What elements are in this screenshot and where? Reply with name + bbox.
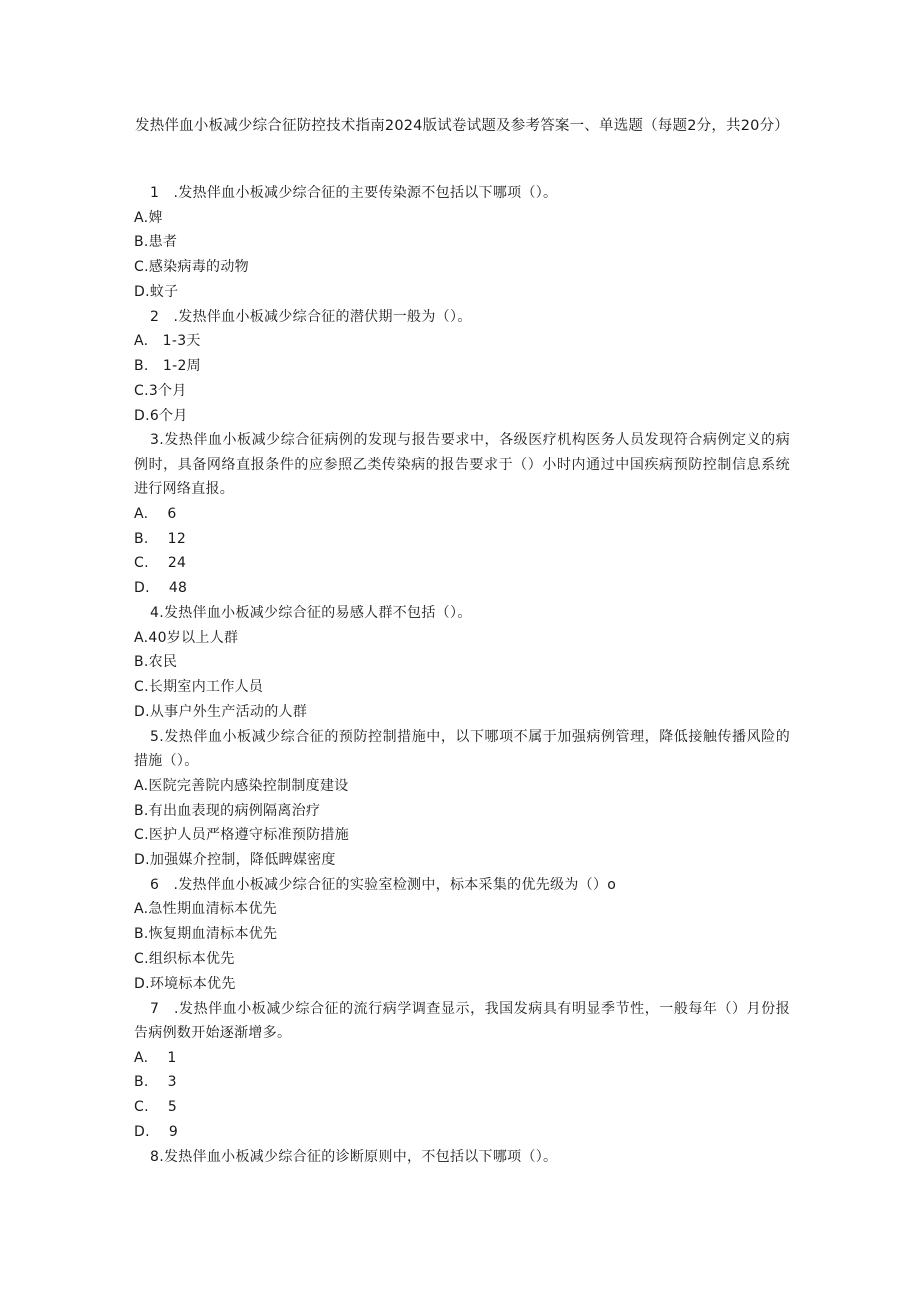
question-5-stem: 5.发热伴血小板减少综合征的预防控制措施中，以下哪项不属于加强病例管理，降低接触传播风险的措施（）。 <box>134 728 790 770</box>
question-2-option-b: B. 1-2周 <box>134 357 201 374</box>
question-2-option-d: D.6个月 <box>134 407 188 424</box>
question-5-option-d: D.加强媒介控制，降低睥媒密度 <box>134 852 336 869</box>
question-4-option-b: B.农民 <box>134 654 178 671</box>
question-5-option-c: C.医护人员严格遵守标准预防措施 <box>134 827 350 844</box>
question-1-option-b: B.患者 <box>134 234 178 251</box>
question-5-option-a: A.医院完善院内感染控制制度建设 <box>134 777 349 794</box>
question-3-option-b: B. 12 <box>134 530 187 547</box>
question-5-option-b: B.有出血表现的病例隔离治疗 <box>134 802 321 819</box>
question-7-option-b: B. 3 <box>134 1074 177 1091</box>
question-1-option-a: A.婢 <box>134 209 163 226</box>
question-4-option-c: C.长期室内工作人员 <box>134 679 264 696</box>
question-7-option-c: C. 5 <box>134 1099 178 1116</box>
question-7-stem: 7 .发热伴血小板减少综合征的流行病学调查显示，我国发病具有明显季节性，一般每年（）月份报告病例数开始逐渐增多。 <box>134 1000 790 1042</box>
question-2-option-c: C.3个月 <box>134 382 187 399</box>
question-8-stem: 8.发热伴血小板减少综合征的诊断原则中，不包括以下哪项（）。 <box>150 1148 558 1165</box>
question-4-stem: 4.发热伴血小板减少综合征的易感人群不包括（）。 <box>150 605 472 622</box>
question-6-option-d: D.环境标本优先 <box>134 975 236 992</box>
question-3-option-d: D. 48 <box>134 580 188 597</box>
document-title: 发热伴血小板减少综合征防控技术指南2024版试卷试题及参考答案一、单选题（每题2分，共20分） <box>135 118 789 134</box>
question-6-option-a: A.急性期血清标本优先 <box>134 901 278 918</box>
question-4-option-a: A.40岁以上人群 <box>134 629 239 646</box>
question-list <box>134 181 790 1169</box>
question-7-option-d: D. 9 <box>134 1124 179 1141</box>
question-6-stem: 6 .发热伴血小板减少综合征的实验室检测中，标本采集的优先级为（）o <box>150 876 617 893</box>
question-3-option-c: C. 24 <box>134 555 187 572</box>
question-2-option-a: A. 1-3天 <box>134 333 201 350</box>
question-1-option-d: D.蚊子 <box>134 283 179 300</box>
question-2-stem: 2 .发热伴血小板减少综合征的潜伏期一般为（）。 <box>150 308 472 325</box>
question-3-stem: 3.发热伴血小板减少综合征病例的发现与报告要求中，各级医疗机构医务人员发现符合病例定义的病例时，具备网络直报条件的应参照乙类传染病的报告要求于（）小时内通过中国疾病预防控制信息系统进行网络直报。 <box>134 432 790 498</box>
question-6-option-c: C.组织标本优先 <box>134 951 235 968</box>
question-1-option-c: C.感染病毒的动物 <box>134 259 249 276</box>
question-3-option-a: A. 6 <box>134 505 177 522</box>
question-6-option-b: B.恢复期血清标本优先 <box>134 926 278 943</box>
question-7-option-a: A. 1 <box>134 1049 177 1066</box>
question-1-stem: 1 .发热伴血小板减少综合征的主要传染源不包括以下哪项（）。 <box>150 185 558 201</box>
question-4-option-d: D.从事户外生产活动的人群 <box>134 703 308 720</box>
